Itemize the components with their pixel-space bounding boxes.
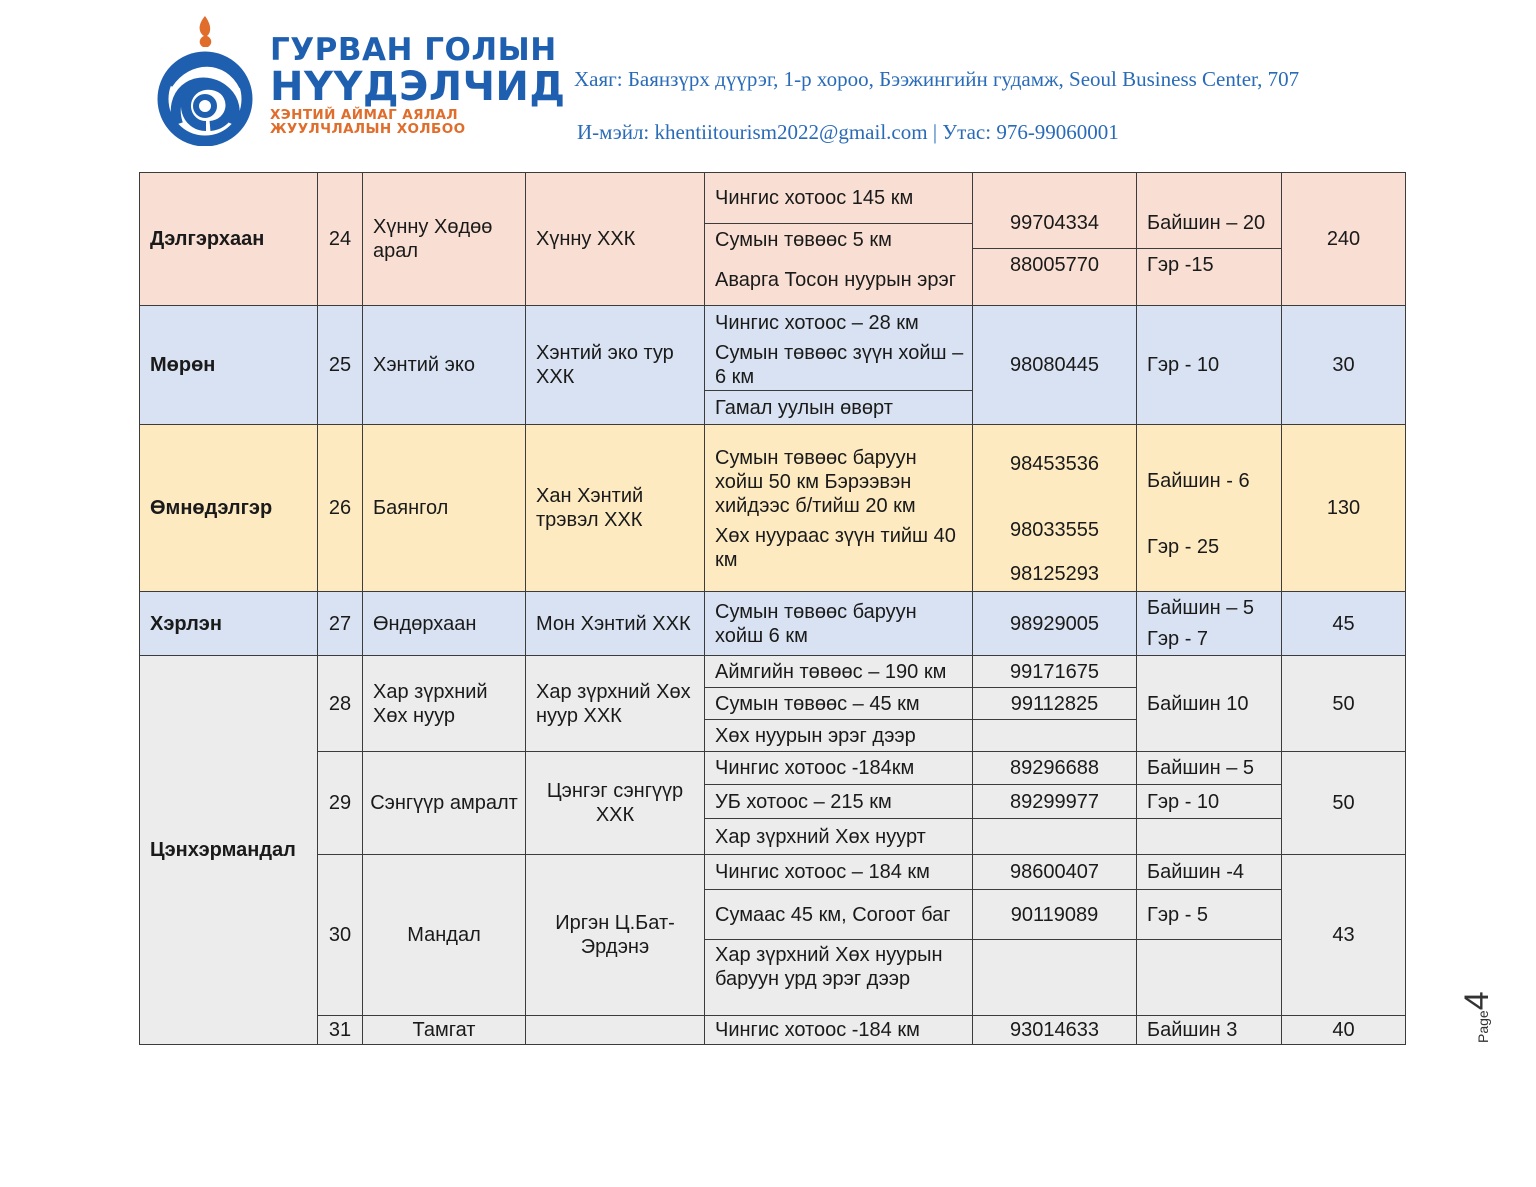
phone-cell bbox=[973, 752, 1137, 855]
location-line: Аварга Тосон нуурын эрэг bbox=[715, 269, 956, 291]
number-cell: 29 bbox=[318, 752, 363, 855]
header-address: Хаяг: Баянзүрх дүүрэг, 1-р хороо, Бээжингийн гудамж, Seoul Business Center, 707 bbox=[574, 67, 1300, 91]
location-line: УБ хотоос – 215 км bbox=[705, 784, 972, 818]
phone-cell: 93014633 bbox=[973, 1016, 1137, 1045]
location-line: Сумын төвөөс 5 км bbox=[705, 223, 972, 255]
location-line: Хөх нуурын эрэг дээр bbox=[705, 719, 972, 751]
logo-subtitle-line1: ХЭНТИЙ АЙМАГ АЯЛАЛ bbox=[270, 107, 458, 123]
table-row bbox=[140, 855, 1406, 1016]
phone-line: 89299977 bbox=[973, 784, 1136, 818]
total-cell: 50 bbox=[1282, 656, 1406, 752]
table-row bbox=[140, 306, 1406, 425]
company-cell: Хэнтий эко тур ХХК bbox=[526, 306, 705, 425]
capacity-cell: Байшин 3 bbox=[1137, 1016, 1282, 1045]
capacity-line: Гэр - 7 bbox=[1147, 628, 1209, 650]
capacity-cell bbox=[1137, 173, 1282, 306]
phone-line: 99171675 bbox=[1010, 660, 1099, 683]
capacity-cell bbox=[1137, 592, 1282, 656]
tourist-camps-table bbox=[139, 172, 1406, 1045]
location-line: Аймгийн төвөөс – 190 км bbox=[715, 660, 947, 683]
camp-name-cell: Баянгол bbox=[363, 425, 526, 592]
phone-line: 98125293 bbox=[1010, 563, 1099, 585]
total-cell: 130 bbox=[1282, 425, 1406, 592]
number-cell: 26 bbox=[318, 425, 363, 592]
location-cell bbox=[705, 855, 973, 1016]
number-cell: 28 bbox=[318, 656, 363, 752]
capacity-cell bbox=[1137, 855, 1282, 1016]
region-cell: Өмнөдэлгэр bbox=[140, 425, 318, 592]
phone-line: 98033555 bbox=[1010, 519, 1099, 541]
location-line: Хар зүрхний Хөх нуурын баруун урд эрэг дээр bbox=[705, 939, 972, 1015]
table-row bbox=[140, 592, 1406, 656]
capacity-cell: Гэр - 10 bbox=[1137, 306, 1282, 425]
page-number bbox=[1446, 975, 1498, 1045]
location-line: Сумын төвөөс баруун хойш 50 км Бэрээвэн хийдээс б/тийш 20 км bbox=[715, 447, 917, 517]
phone-line: 90119089 bbox=[973, 889, 1136, 939]
table-row bbox=[140, 425, 1406, 592]
page-label: Page bbox=[1475, 1010, 1491, 1043]
capacity-line: Байшин -4 bbox=[1147, 861, 1245, 883]
knot-emblem-icon bbox=[148, 14, 270, 146]
region-cell: Дэлгэрхаан bbox=[140, 173, 318, 306]
capacity-line: Байшин - 6 bbox=[1147, 470, 1250, 492]
table-row bbox=[140, 656, 1406, 752]
logo-title-line1: ГУРВАН ГОЛЫН bbox=[270, 32, 557, 68]
location-line: Сумын төвөөс – 45 км bbox=[705, 687, 972, 719]
number-cell: 24 bbox=[318, 173, 363, 306]
phone-cell bbox=[973, 173, 1137, 306]
company-cell: Хүнну ХХК bbox=[526, 173, 705, 306]
capacity-line: Гэр - 5 bbox=[1137, 889, 1281, 939]
location-line: Сумаас 45 км, Согоот баг bbox=[705, 889, 972, 939]
phone-cell: 98929005 bbox=[973, 592, 1137, 656]
phone-cell bbox=[973, 855, 1137, 1016]
camp-name-cell: Хар зүрхний Хөх нуур bbox=[363, 656, 526, 752]
location-line: Хар зүрхний Хөх нуурт bbox=[705, 818, 972, 854]
location-line: Чингис хотоос – 184 км bbox=[715, 861, 930, 883]
number-cell: 30 bbox=[318, 855, 363, 1016]
phone-line: 98453536 bbox=[1010, 453, 1099, 475]
camp-name-cell: Хэнтий эко bbox=[363, 306, 526, 425]
camp-name-cell: Сэнгүүр амралт bbox=[363, 752, 526, 855]
capacity-line: Байшин – 20 bbox=[1147, 212, 1266, 234]
total-cell: 30 bbox=[1282, 306, 1406, 425]
number-cell: 31 bbox=[318, 1016, 363, 1045]
camp-name-cell: Тамгат bbox=[363, 1016, 526, 1045]
camp-name-cell: Хүнну Хөдөө арал bbox=[363, 173, 526, 306]
location-cell: Чингис хотоос -184 км bbox=[705, 1016, 973, 1045]
location-line: Чингис хотоос -184км bbox=[715, 757, 915, 779]
location-line: Гамал уулын өвөрт bbox=[705, 390, 972, 424]
location-cell: Сумын төвөөс баруун хойш 6 км bbox=[705, 592, 973, 656]
location-line: Сумын төвөөс зүүн хойш – 6 км bbox=[715, 342, 964, 388]
location-cell bbox=[705, 425, 973, 592]
company-cell: Цэнгэг сэнгүүр ХХК bbox=[526, 752, 705, 855]
capacity-line: Байшин – 5 bbox=[1147, 757, 1255, 779]
company-cell: Иргэн Ц.Бат-Эрдэнэ bbox=[526, 855, 705, 1016]
capacity-cell bbox=[1137, 752, 1282, 855]
location-cell bbox=[705, 752, 973, 855]
logo-title-line2: НҮҮДЭЛЧИД bbox=[270, 64, 566, 110]
phone-cell bbox=[973, 425, 1137, 592]
phone-line: 99704334 bbox=[1010, 212, 1099, 234]
location-cell bbox=[705, 173, 973, 306]
phone-line: 89296688 bbox=[1010, 757, 1099, 779]
company-cell: Мон Хэнтий ХХК bbox=[526, 592, 705, 656]
phone-cell bbox=[973, 656, 1137, 752]
logo-subtitle-line2: ЖУУЛЧЛАЛЫН ХОЛБОО bbox=[270, 121, 466, 137]
phone-line: 88005770 bbox=[973, 248, 1136, 280]
phone-line: 98600407 bbox=[1010, 861, 1099, 883]
company-cell: Хан Хэнтий трэвэл ХХК bbox=[526, 425, 705, 592]
total-cell: 50 bbox=[1282, 752, 1406, 855]
company-cell: Хар зүрхний Хөх нуур ХХК bbox=[526, 656, 705, 752]
total-cell: 240 bbox=[1282, 173, 1406, 306]
header-contact: И-мэйл: khentiitourism2022@gmail.com | Утас: 976-99060001 bbox=[577, 120, 1119, 144]
total-cell: 43 bbox=[1282, 855, 1406, 1016]
location-line: Хөх нуураас зүүн тийш 40 км bbox=[715, 525, 956, 571]
phone-cell: 98080445 bbox=[973, 306, 1137, 425]
capacity-cell: Байшин 10 bbox=[1137, 656, 1282, 752]
company-cell bbox=[526, 1016, 705, 1045]
capacity-line: Гэр - 25 bbox=[1147, 536, 1220, 558]
total-cell: 45 bbox=[1282, 592, 1406, 656]
camp-name-cell: Мандал bbox=[363, 855, 526, 1016]
camp-name-cell: Өндөрхаан bbox=[363, 592, 526, 656]
number-cell: 25 bbox=[318, 306, 363, 425]
phone-line: 99112825 bbox=[973, 687, 1136, 719]
capacity-line: Байшин – 5 bbox=[1147, 596, 1255, 619]
location-cell bbox=[705, 656, 973, 752]
region-cell: Хэрлэн bbox=[140, 592, 318, 656]
location-line: Чингис хотоос – 28 км bbox=[715, 312, 919, 334]
capacity-cell bbox=[1137, 425, 1282, 592]
table-row bbox=[140, 1016, 1406, 1045]
logo bbox=[148, 14, 566, 146]
total-cell: 40 bbox=[1282, 1016, 1406, 1045]
capacity-line: Гэр -15 bbox=[1137, 248, 1281, 280]
region-cell: Цэнхэрмандал bbox=[140, 656, 318, 1045]
table-row bbox=[140, 173, 1406, 306]
region-cell: Мөрөн bbox=[140, 306, 318, 425]
location-cell bbox=[705, 306, 973, 425]
number-cell: 27 bbox=[318, 592, 363, 656]
page-number-value: 4 bbox=[1458, 991, 1496, 1011]
location-line: Чингис хотоос 145 км bbox=[715, 187, 914, 209]
capacity-line: Гэр - 10 bbox=[1137, 784, 1281, 818]
table-row bbox=[140, 752, 1406, 855]
